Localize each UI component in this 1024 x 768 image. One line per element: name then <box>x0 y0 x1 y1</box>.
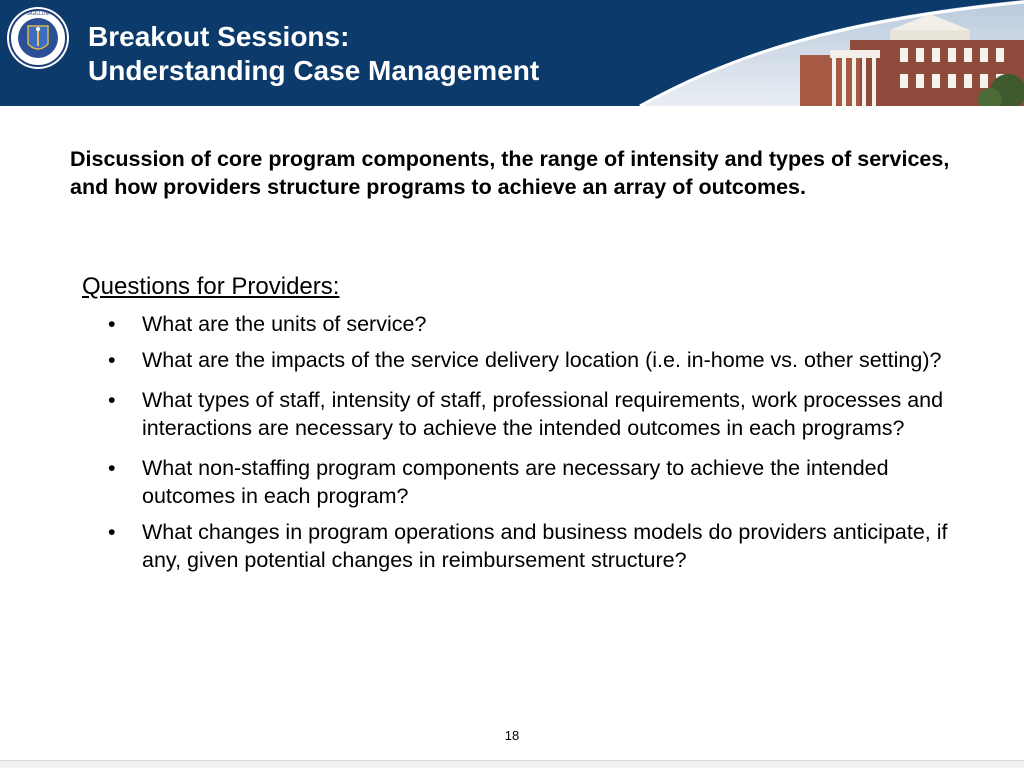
title-line-1: Breakout Sessions: <box>88 21 350 52</box>
list-item <box>104 310 964 338</box>
list-item-text: What are the units of service? <box>142 312 427 336</box>
list-item-text: What changes in program operations and business models do providers anticipate, if any, given potential changes in reimbursement structure? <box>142 520 948 572</box>
intro-paragraph: Discussion of core program components, the range of intensity and types of services, and how providers structure programs to achieve an array of outcomes. <box>70 147 950 199</box>
footer-divider <box>0 760 1024 768</box>
questions-heading: Questions for Providers: <box>82 273 340 300</box>
state-house-image <box>560 0 1024 106</box>
header-band <box>0 0 1024 106</box>
list-item <box>104 346 964 374</box>
list-item <box>104 454 964 510</box>
bullet-icon: • <box>108 520 116 544</box>
bullet-icon: • <box>108 312 116 336</box>
list-item-text: What are the impacts of the service delivery location (i.e. in-home vs. other setting)? <box>142 348 942 372</box>
list-item-text: What types of staff, intensity of staff, professional requirements, work processes and interactions are necessary to achieve the intended outcomes in each programs? <box>142 388 944 440</box>
svg-text:SIGILLUM: SIGILLUM <box>26 11 50 17</box>
list-item <box>104 518 964 574</box>
list-item <box>104 386 964 442</box>
massachusetts-seal-icon <box>6 6 70 70</box>
bullet-icon: • <box>108 388 116 412</box>
page-number: 18 <box>504 728 520 743</box>
slide-title <box>88 20 539 88</box>
questions-list <box>104 310 964 582</box>
bullet-icon: • <box>108 348 116 372</box>
bullet-icon: • <box>108 456 116 480</box>
title-line-2: Understanding Case Management <box>88 55 540 86</box>
list-item-text: What non-staffing program components are necessary to achieve the intended outcomes in each program? <box>142 456 889 508</box>
